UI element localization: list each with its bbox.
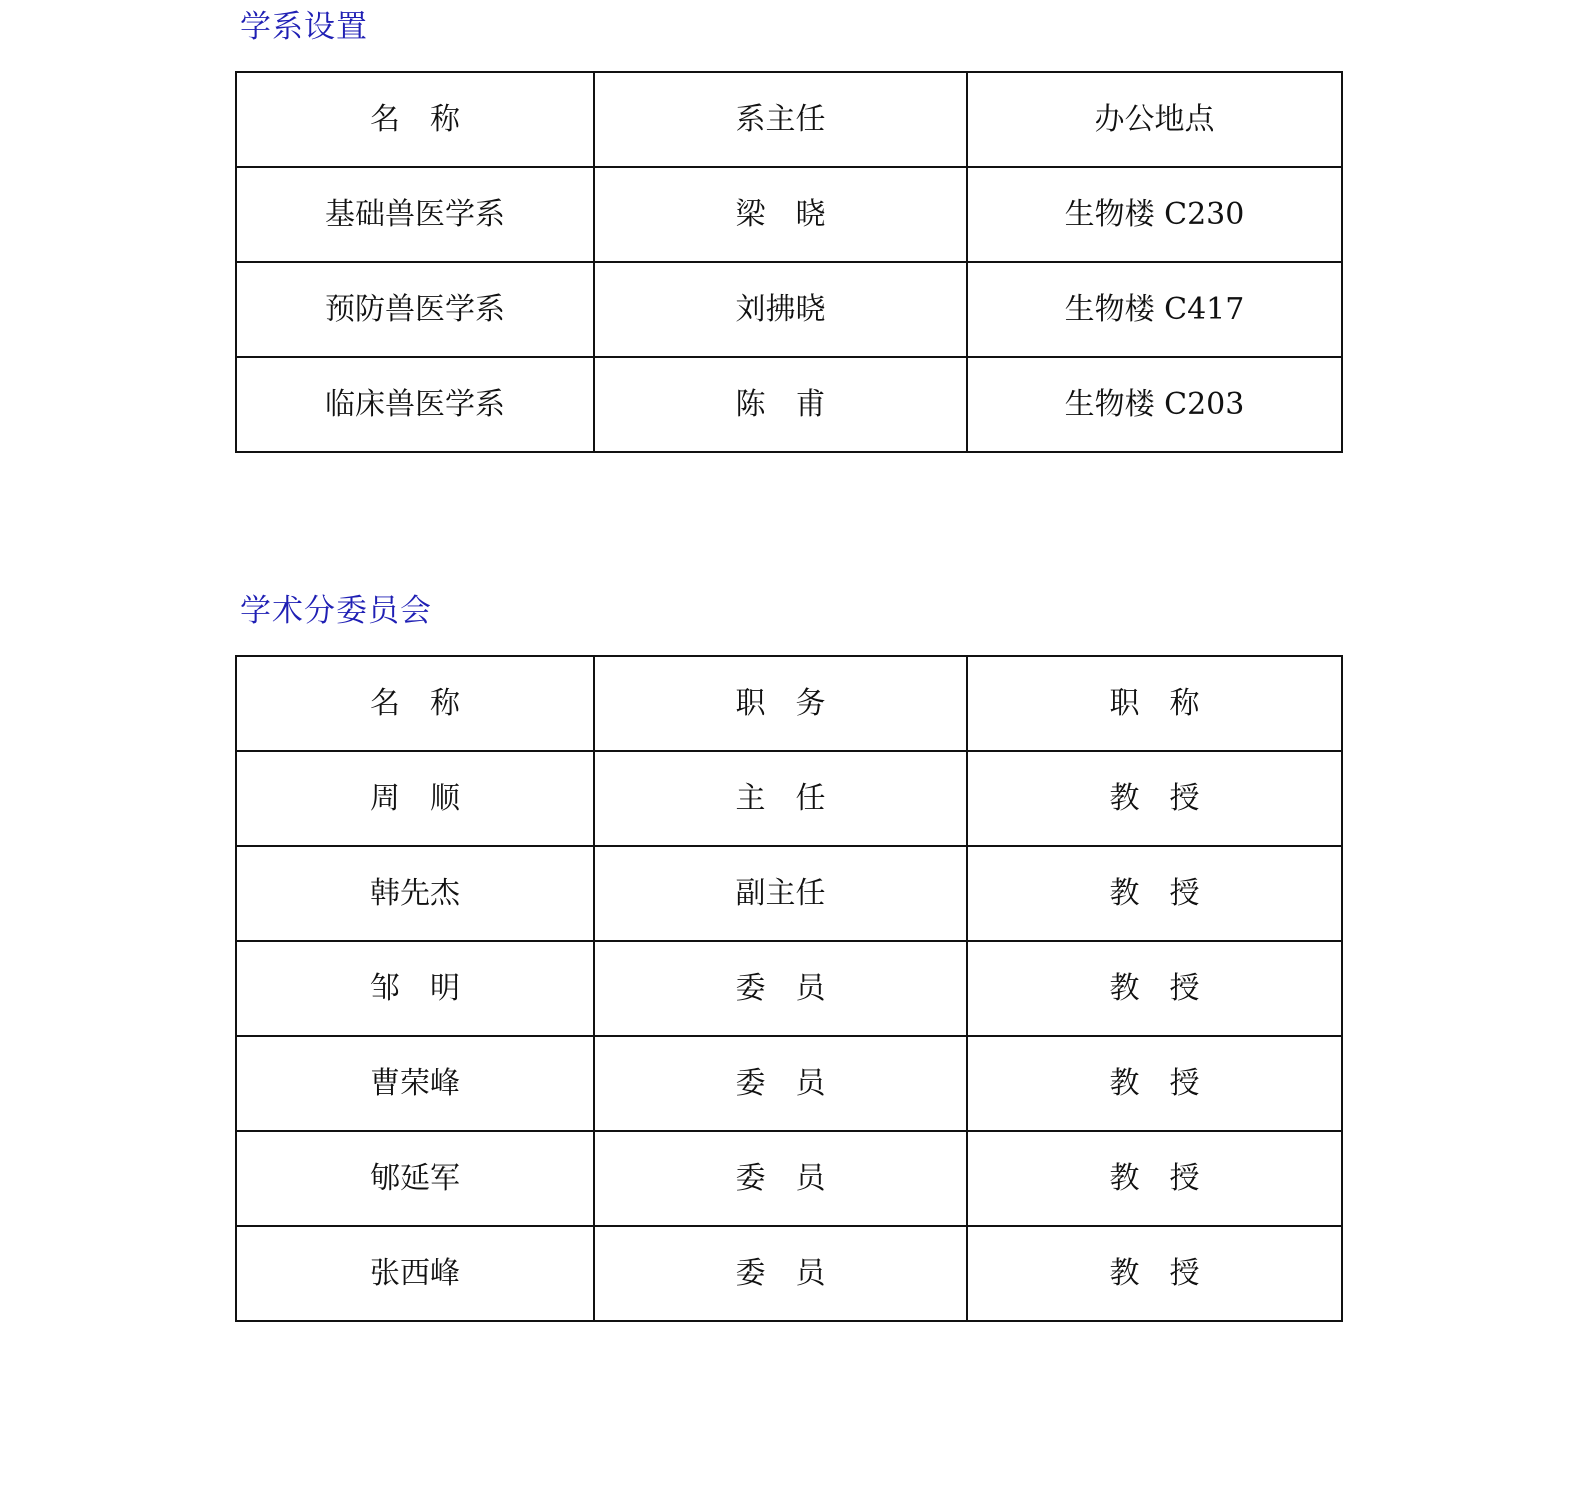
table-cell: 临床兽医学系 bbox=[236, 357, 594, 452]
table-row bbox=[236, 167, 1342, 262]
table-cell: 委 员 bbox=[594, 1226, 967, 1321]
table-cell: 教 授 bbox=[967, 1226, 1342, 1321]
table-cell: 教 授 bbox=[967, 1131, 1342, 1226]
table-row bbox=[236, 357, 1342, 452]
table-row bbox=[236, 846, 1342, 941]
table-row bbox=[236, 1131, 1342, 1226]
table-cell: 教 授 bbox=[967, 1036, 1342, 1131]
table-cell: 梁 晓 bbox=[594, 167, 967, 262]
table-cell: 陈 甫 bbox=[594, 357, 967, 452]
header-cell-name: 名 称 bbox=[236, 656, 594, 751]
header-cell-position: 职 务 bbox=[594, 656, 967, 751]
table-row bbox=[236, 262, 1342, 357]
table-cell: 生物楼 C230 bbox=[967, 167, 1342, 262]
table-row bbox=[236, 1226, 1342, 1321]
header-cell-rank: 职 称 bbox=[967, 656, 1342, 751]
table-cell: 邹 明 bbox=[236, 941, 594, 1036]
header-cell-office: 办公地点 bbox=[967, 72, 1342, 167]
table-cell: 基础兽医学系 bbox=[236, 167, 594, 262]
departments-table bbox=[235, 71, 1343, 453]
table-cell: 周 顺 bbox=[236, 751, 594, 846]
table-row bbox=[236, 941, 1342, 1036]
table-cell: 委 员 bbox=[594, 1036, 967, 1131]
table-cell: 教 授 bbox=[967, 751, 1342, 846]
table-cell: 副主任 bbox=[594, 846, 967, 941]
table-cell: 教 授 bbox=[967, 846, 1342, 941]
table-cell: 刘拂晓 bbox=[594, 262, 967, 357]
table-row bbox=[236, 1036, 1342, 1131]
table-cell: 委 员 bbox=[594, 941, 967, 1036]
table-cell: 生物楼 C417 bbox=[967, 262, 1342, 357]
committee-table bbox=[235, 655, 1343, 1322]
table-cell: 曹荣峰 bbox=[236, 1036, 594, 1131]
table-cell: 韩先杰 bbox=[236, 846, 594, 941]
table-cell: 郇延军 bbox=[236, 1131, 594, 1226]
table-header-row bbox=[236, 72, 1342, 167]
table-row bbox=[236, 751, 1342, 846]
table-header-row bbox=[236, 656, 1342, 751]
section-title-departments: 学系设置 bbox=[240, 9, 368, 45]
table-cell: 教 授 bbox=[967, 941, 1342, 1036]
table-cell: 委 员 bbox=[594, 1131, 967, 1226]
header-cell-head: 系主任 bbox=[594, 72, 967, 167]
header-cell-name: 名 称 bbox=[236, 72, 594, 167]
table-cell: 主 任 bbox=[594, 751, 967, 846]
table-cell: 预防兽医学系 bbox=[236, 262, 594, 357]
table-cell: 张西峰 bbox=[236, 1226, 594, 1321]
table-cell: 生物楼 C203 bbox=[967, 357, 1342, 452]
section-title-academic-committee: 学术分委员会 bbox=[240, 593, 432, 629]
